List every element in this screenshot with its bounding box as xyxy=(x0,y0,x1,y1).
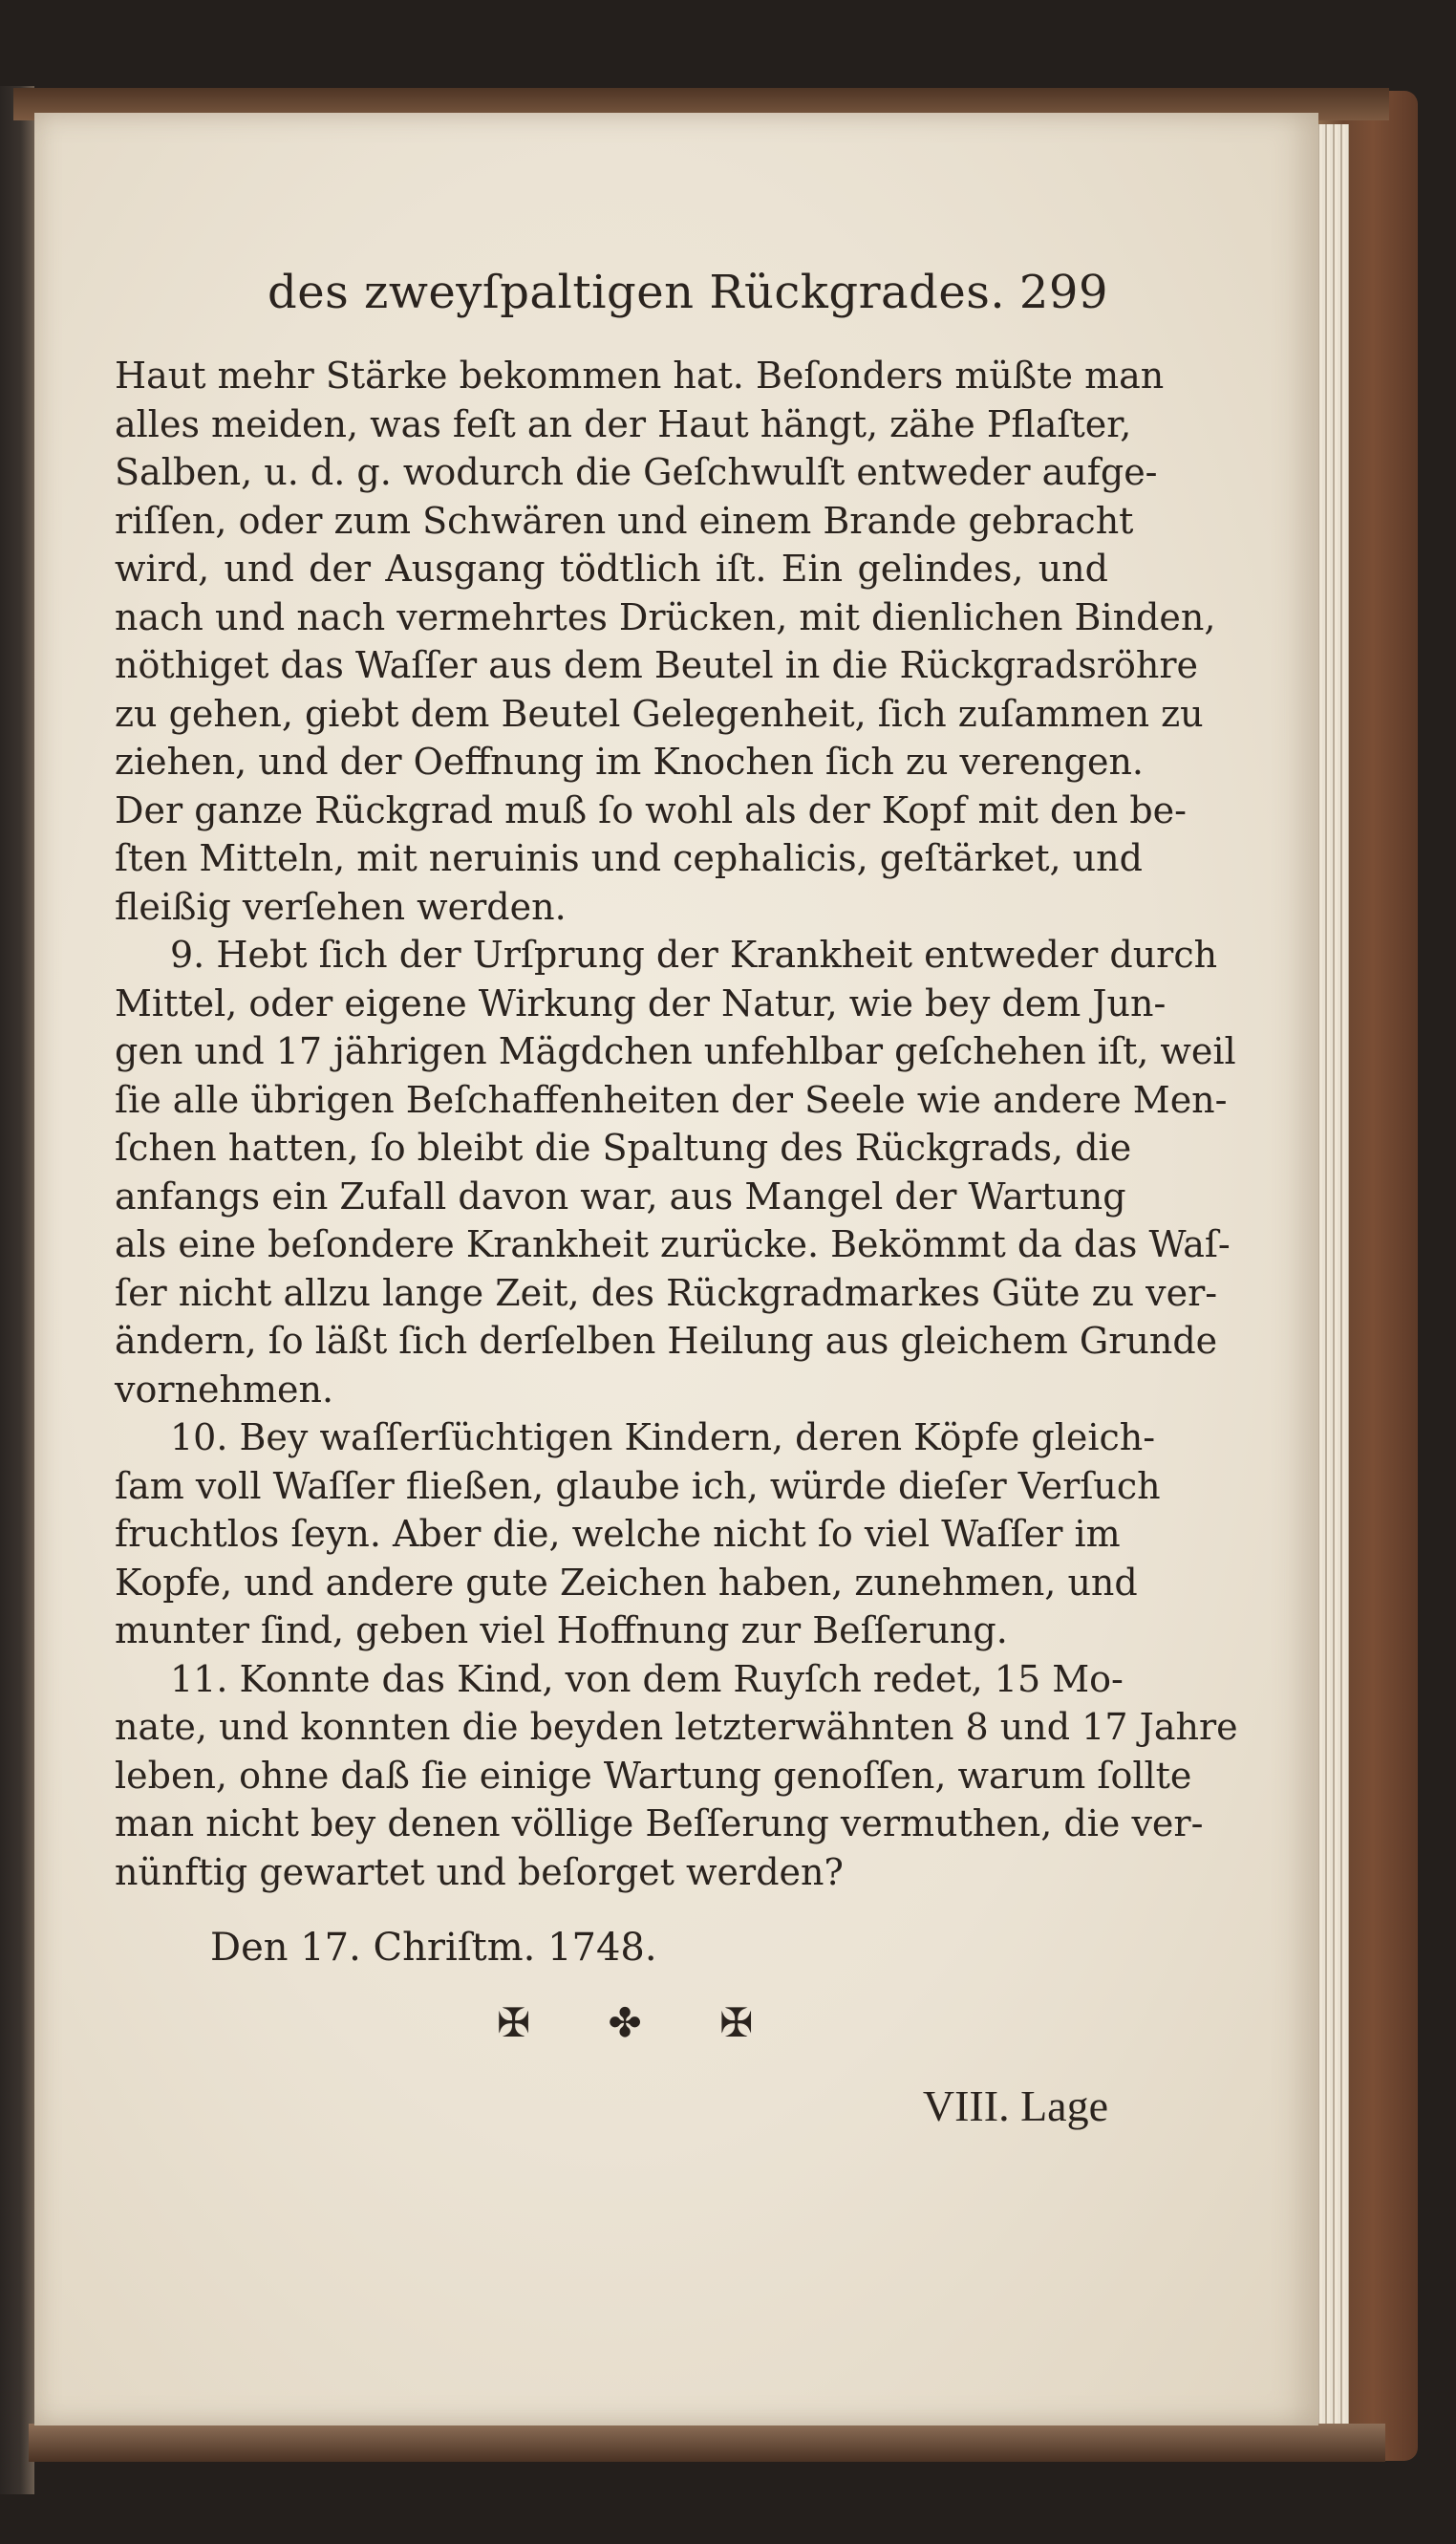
text-line: fruchtlos ſeyn. Aber die, welche nicht ſo viel Waſſer im xyxy=(115,1513,1121,1555)
paragraph-9 xyxy=(115,931,1236,1413)
paragraph-10 xyxy=(115,1413,1161,1655)
text-line: als eine beſondere Krankheit zurücke. Bekömmt da das Waſ- xyxy=(115,1223,1231,1265)
text-line: alles meiden, was feſt an der Haut hängt, zähe Pflaſter, xyxy=(115,402,1132,445)
ornament-icon: ✠ ✤ ✠ xyxy=(497,1999,786,2046)
text-line: munter ſind, geben viel Hoffnung zur Beſſerung. xyxy=(115,1609,1008,1651)
text-line: Salben, u. d. g. wodurch die Geſchwulſt entweder aufge- xyxy=(115,451,1158,493)
running-head: des zweyſpaltigen Rückgrades. xyxy=(268,266,1006,319)
paragraph-11 xyxy=(115,1655,1238,1897)
text-line: anfangs ein Zufall davon war, aus Mangel der Wartung xyxy=(115,1175,1126,1218)
text-line: nach und nach vermehrtes Drücken, mit dienlichen Binden, xyxy=(115,595,1216,638)
text-line: nünftig gewartet und beſorget werden? xyxy=(115,1850,844,1893)
page-number: 299 xyxy=(1018,266,1108,319)
cover-bottom-edge xyxy=(29,2424,1385,2462)
text-line: 9. Hebt ſich der Urſprung der Krankheit entweder durch xyxy=(170,934,1218,976)
text-line: ziehen, und der Oeffnung im Knochen ſich zu verengen. xyxy=(115,741,1145,783)
text-line: riſſen, oder zum Schwären und einem Brande gebracht xyxy=(115,499,1134,542)
text-line: fleißig verſehen werden. xyxy=(115,885,567,928)
text-line: nate, und konnten die beyden letzterwähnten 8 und 17 Jahre xyxy=(115,1706,1238,1748)
page-header xyxy=(115,256,1108,352)
text-line: ändern, ſo läßt ſich derſelben Heilung aus gleichem Grunde xyxy=(115,1320,1218,1362)
text-line: 11. Konnte das Kind, von dem Ruyſch redet, 15 Mo- xyxy=(170,1657,1124,1700)
text-line: ſchen hatten, ſo bleibt die Spaltung des Rückgrads, die xyxy=(115,1127,1132,1169)
text-line: Haut mehr Stärke bekommen hat. Beſonders müßte man xyxy=(115,355,1165,397)
text-line: zu gehen, giebt dem Beutel Gelegenheit, ſich zuſammen zu xyxy=(115,692,1204,735)
catchword: VIII. Lage xyxy=(922,2081,1108,2130)
text-line: Kopfe, und andere gute Zeichen haben, zunehmen, und xyxy=(115,1561,1138,1604)
page-text xyxy=(115,256,1238,2131)
text-line: ſer nicht allzu lange Zeit, des Rückgradmarkes Güte zu ver- xyxy=(115,1271,1218,1314)
text-line: gen und 17 jährigen Mägdchen unfehlbar geſchehen iſt, weil xyxy=(115,1030,1236,1072)
text-line: ſam voll Waſſer fließen, glaube ich, würde dieſer Verſuch xyxy=(115,1464,1161,1507)
text-line: nöthiget das Waſſer aus dem Beutel in die Rückgradsröhre xyxy=(115,644,1199,686)
text-line: ſten Mitteln, mit neruinis und cephalicis, geſtärket, und xyxy=(115,837,1143,879)
text-line: vornehmen. xyxy=(115,1368,334,1411)
book-page xyxy=(34,113,1318,2425)
text-line: 10. Bey waſſerſüchtigen Kindern, deren Köpfe gleich- xyxy=(170,1416,1156,1458)
text-line: man nicht bey denen völlige Beſſerung vermuthen, die ver- xyxy=(115,1802,1204,1844)
text-line: Mittel, oder eigene Wirkung der Natur, wie bey dem Jun- xyxy=(115,981,1167,1024)
text-line: ſie alle übrigen Beſchaffenheiten der Seele wie andere Men- xyxy=(115,1078,1228,1121)
paragraph-continued xyxy=(115,352,1216,931)
book-cover-left xyxy=(0,86,34,2494)
text-line: Der ganze Rückgrad muß ſo wohl als der Kopf mit den be- xyxy=(115,788,1188,831)
text-line: leben, ohne daß ſie einige Wartung genoſſen, warum ſollte xyxy=(115,1754,1192,1797)
text-line: wird, und der Ausgang tödtlich iſt. Ein gelindes, und xyxy=(115,548,1108,590)
dateline: Den 17. Chriſtm. 1748. xyxy=(210,1926,657,1970)
